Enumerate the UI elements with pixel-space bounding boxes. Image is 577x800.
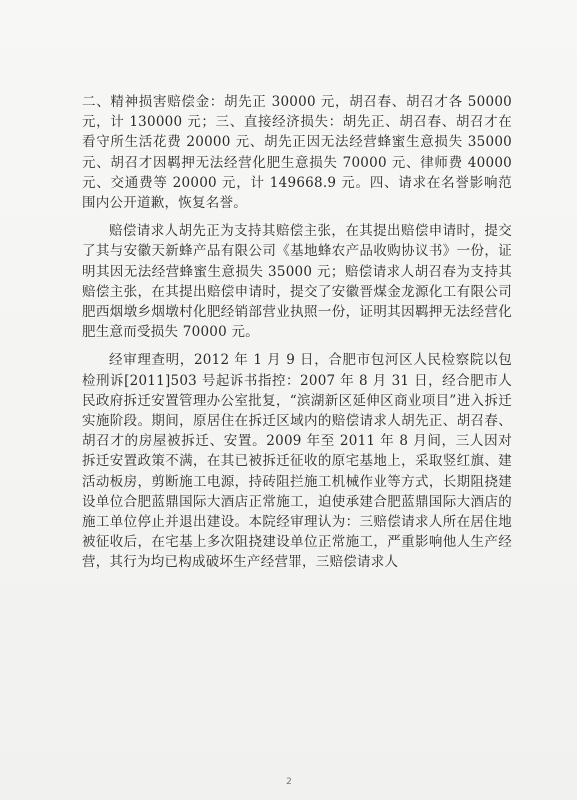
paragraph-evidence: 赔偿请求人胡先正为支持其赔偿主张，在其提出赔偿申请时，提交了其与安徽天新蜂产品有限公司《基地蜂农产品收购协议书》一份，证明其因无法经营蜂蜜生意损失 35000 元；赔偿请求人胡召春为支持其赔偿主张，在其提出赔偿申请时，提交了安徽晋煤金龙源化工有限公司肥西烟墩乡烟墩村化肥经销部营业执照一份，证明其因羁押无法经营化肥生意而受损失 70000 元。 [82, 223, 512, 341]
paragraph-findings: 经审理查明，2012 年 1 月 9 日，合肥市包河区人民检察院以包检刑诉[2011]503 号起诉书指控：2007 年 8 月 31 日，经合肥市人民政府拆迁安置管理办公室批复，“滨湖新区延伸区商业项目”进入拆迁实施阶段。期间，原居住在拆迁区域内的赔偿请求人胡先正、胡召春、胡召才的房屋被拆迁、安置。2009 年至 2011 年 8 月间，三人因对拆迁安置政策不满，在其已被拆迁征收的原宅基地上，采取竖红旗、建活动板房，剪断施工电源，持砖阻拦施工机械作业等方式，长期阻挠建设单位合肥蓝鼎国际大酒店正常施工，迫使承建合肥蓝鼎国际大酒店的施工单位停止并退出建设。本院经审理认为：三赔偿请求人所在居住地被征收后，在宅基上多次阻挠建设单位正常施工，严重影响他人生产经营，其行为均已构成破坏生产经营罪，三赔偿请求人 [82, 352, 512, 571]
page-number: 2 [286, 777, 292, 787]
paragraph-claims: 二、精神损害赔偿金：胡先正 30000 元，胡召春、胡召才各 50000 元，计 130000 元；三、直接经济损失：胡先正、胡召春、胡召才在看守所生活花费 20000 元、胡先正因无法经营蜂蜜生意损失 35000 元、胡召才因羁押无法经营化肥生意损失 70000 元、律师费 40000 元、交通费等 20000 元，计 149668.9 元。四、请求在名誉影响范围内公开道歉，恢复名誉。 [82, 94, 512, 212]
document-body [82, 92, 512, 573]
